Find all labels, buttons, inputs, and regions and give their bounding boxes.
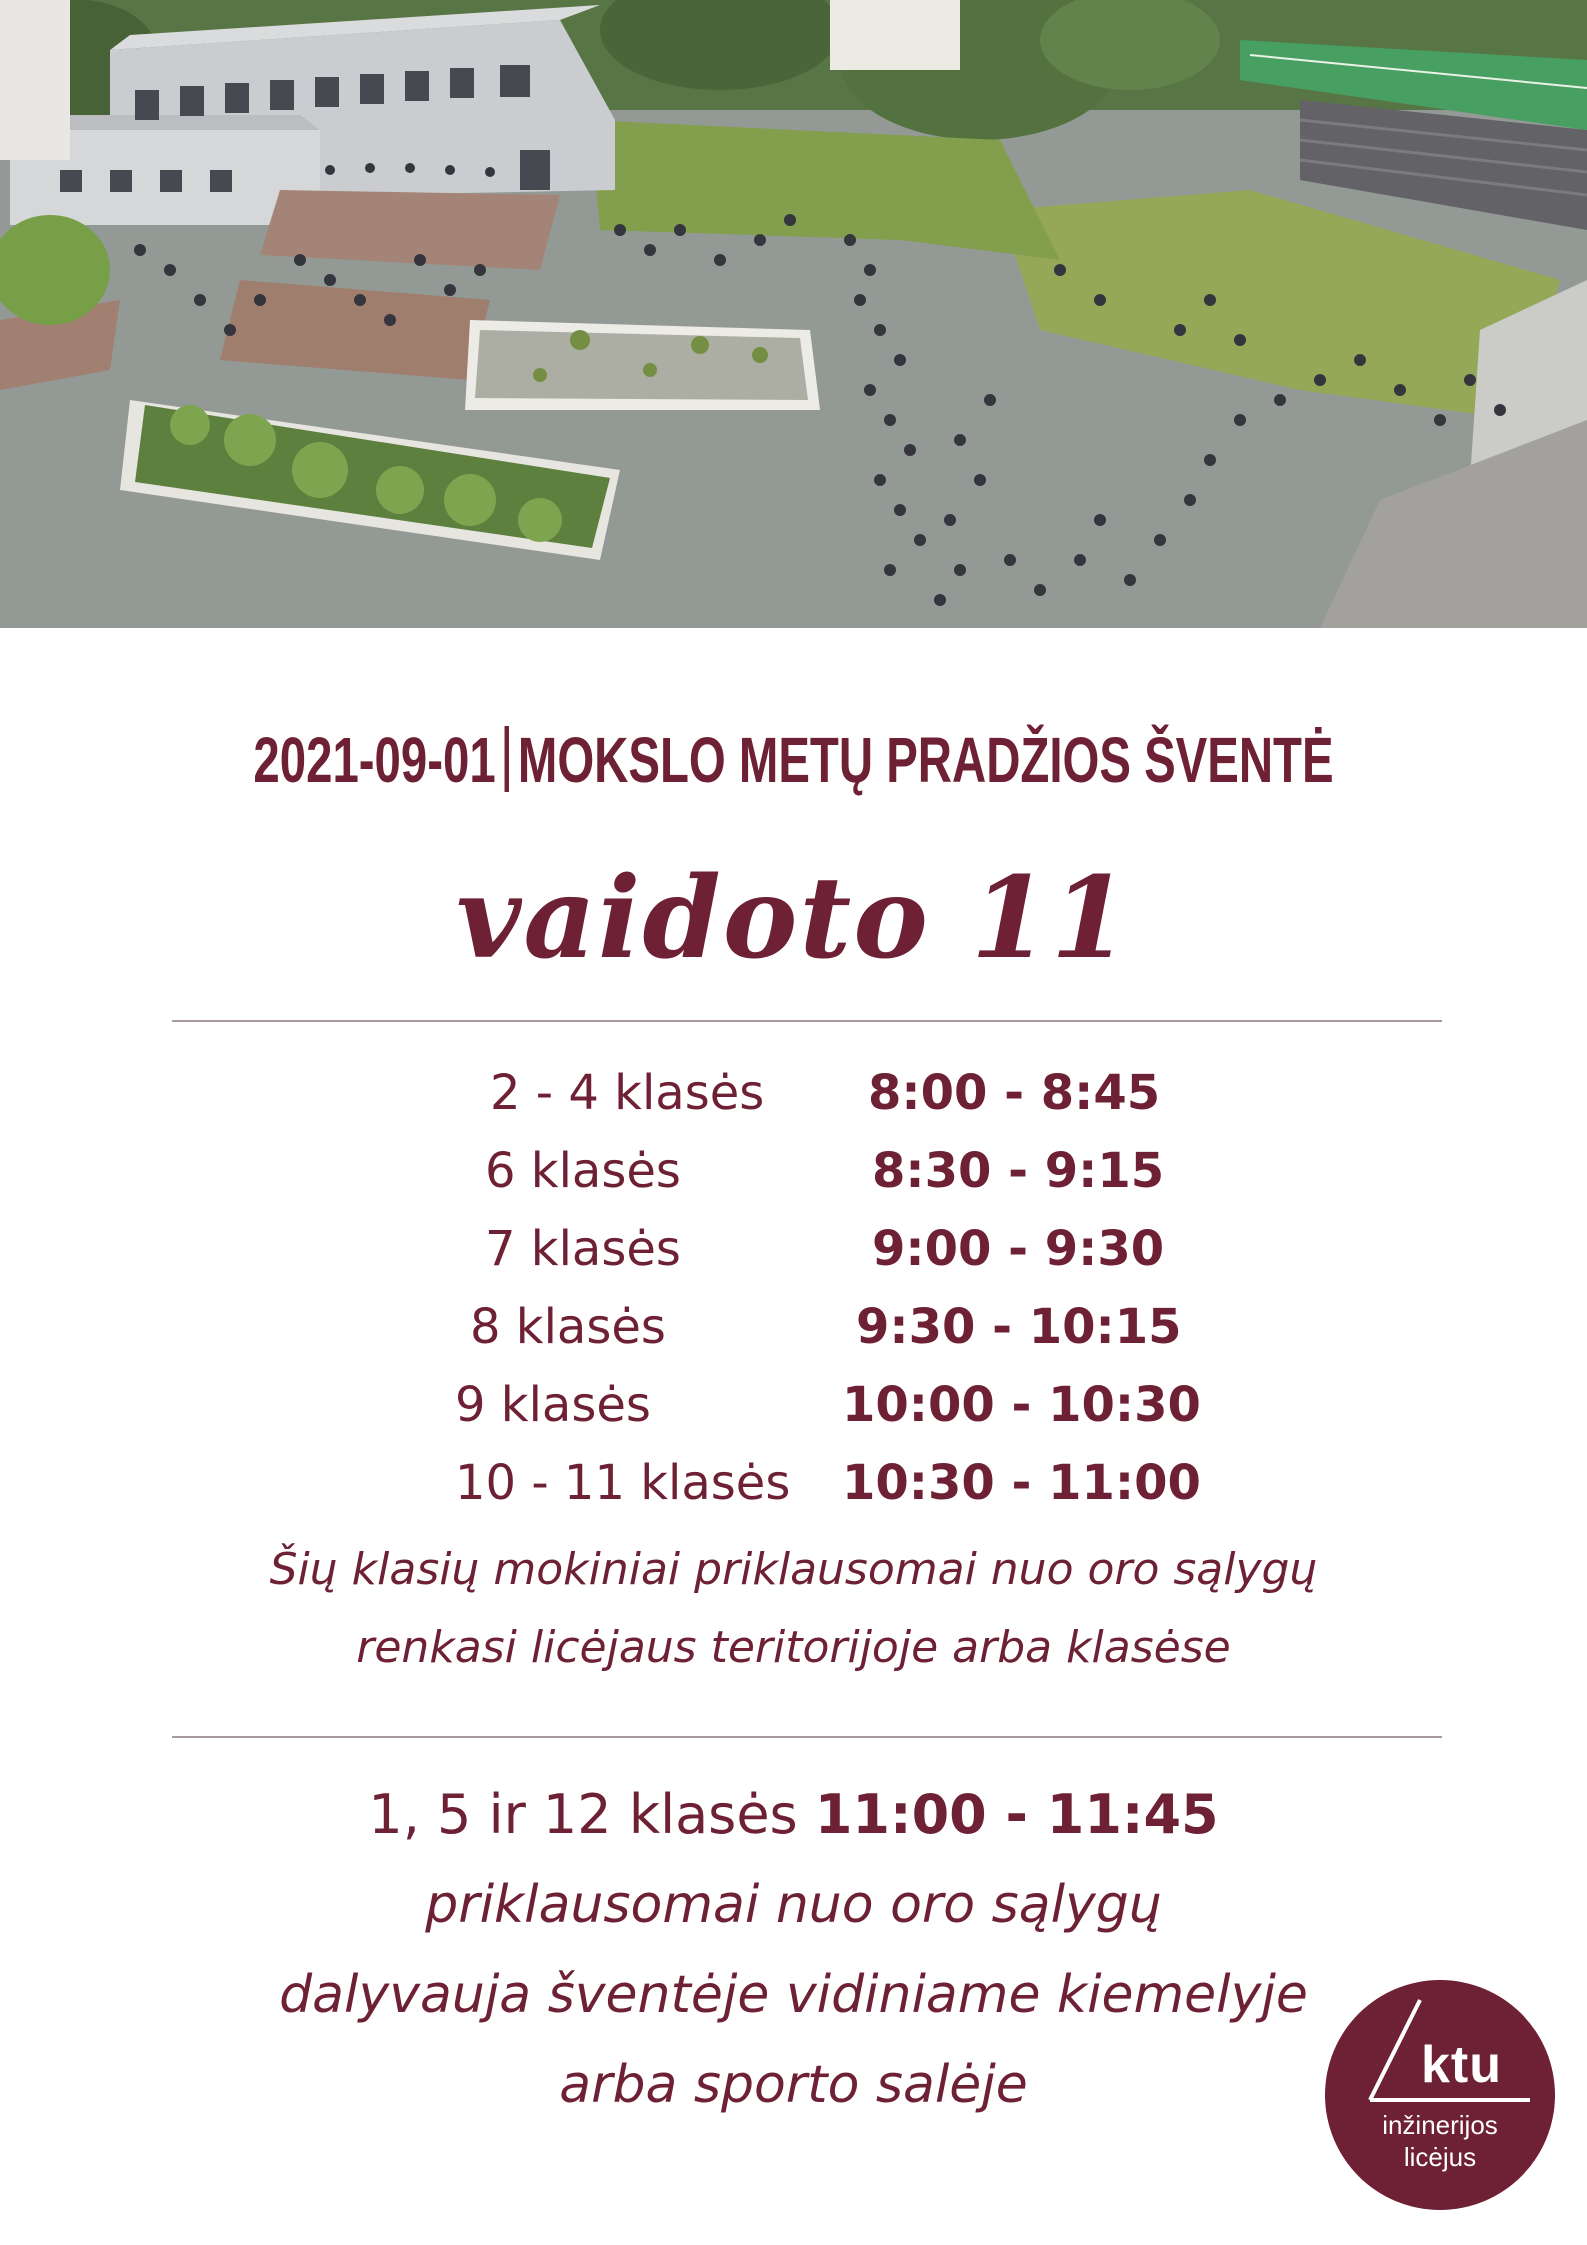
final-time: 11:00 - 11:45 xyxy=(814,1783,1219,1846)
final-schedule xyxy=(0,1770,1587,1860)
schedule-note-line-1: Šių klasių mokiniai priklausomai nuo oro sąlygų xyxy=(269,1544,1318,1595)
logo-line-1: inžinerijos xyxy=(1382,2110,1498,2140)
aerial-photo-icon xyxy=(0,0,1587,628)
divider-bottom xyxy=(172,1736,1442,1738)
divider-top xyxy=(172,1020,1442,1022)
final-note-line-2: dalyvauja šventėje vidiniame kiemelyje xyxy=(279,1965,1308,2025)
logo-lines-icon xyxy=(1325,1980,1555,2210)
schedule-time: 10:00 - 10:30 xyxy=(842,1377,1201,1433)
ktu-logo xyxy=(1325,1980,1555,2210)
headline-separator xyxy=(505,726,509,792)
schedule-classes: 10 - 11 klasės xyxy=(455,1455,791,1511)
hero-photo xyxy=(0,0,1587,628)
schedule-row xyxy=(0,1216,1587,1282)
location-title: vaidoto 11 xyxy=(456,853,1131,984)
schedule-classes: 2 - 4 klasės xyxy=(490,1065,765,1121)
logo-brand: ktu xyxy=(1421,2036,1502,2094)
final-classes: 1, 5 ir 12 klasės xyxy=(368,1783,798,1846)
schedule-row xyxy=(0,1372,1587,1438)
schedule-time: 8:30 - 9:15 xyxy=(872,1143,1165,1199)
schedule-classes: 9 klasės xyxy=(455,1377,651,1433)
schedule-time: 10:30 - 11:00 xyxy=(842,1455,1201,1511)
event-date: 2021-09-01 xyxy=(253,724,496,796)
schedule-time: 9:30 - 10:15 xyxy=(856,1299,1182,1355)
event-headline xyxy=(206,723,1380,797)
schedule-classes: 6 klasės xyxy=(485,1143,681,1199)
schedule-classes: 8 klasės xyxy=(470,1299,666,1355)
schedule-classes: 7 klasės xyxy=(485,1221,681,1277)
event-title: MOKSLO METŲ PRADŽIOS ŠVENTĖ xyxy=(517,724,1334,796)
schedule-row xyxy=(0,1294,1587,1360)
final-note-line-3: arba sporto salėje xyxy=(559,2055,1028,2115)
schedule-note-line-2: renkasi licėjaus teritorijoje arba klasėse xyxy=(356,1622,1231,1673)
schedule-row xyxy=(0,1138,1587,1204)
logo-line-2: licėjus xyxy=(1403,2142,1477,2172)
schedule-row xyxy=(0,1450,1587,1516)
schedule-time: 9:00 - 9:30 xyxy=(872,1221,1165,1277)
schedule-row xyxy=(0,1060,1587,1126)
final-note-line-1: priklausomai nuo oro sąlygų xyxy=(425,1875,1162,1935)
schedule-time: 8:00 - 8:45 xyxy=(868,1065,1161,1121)
